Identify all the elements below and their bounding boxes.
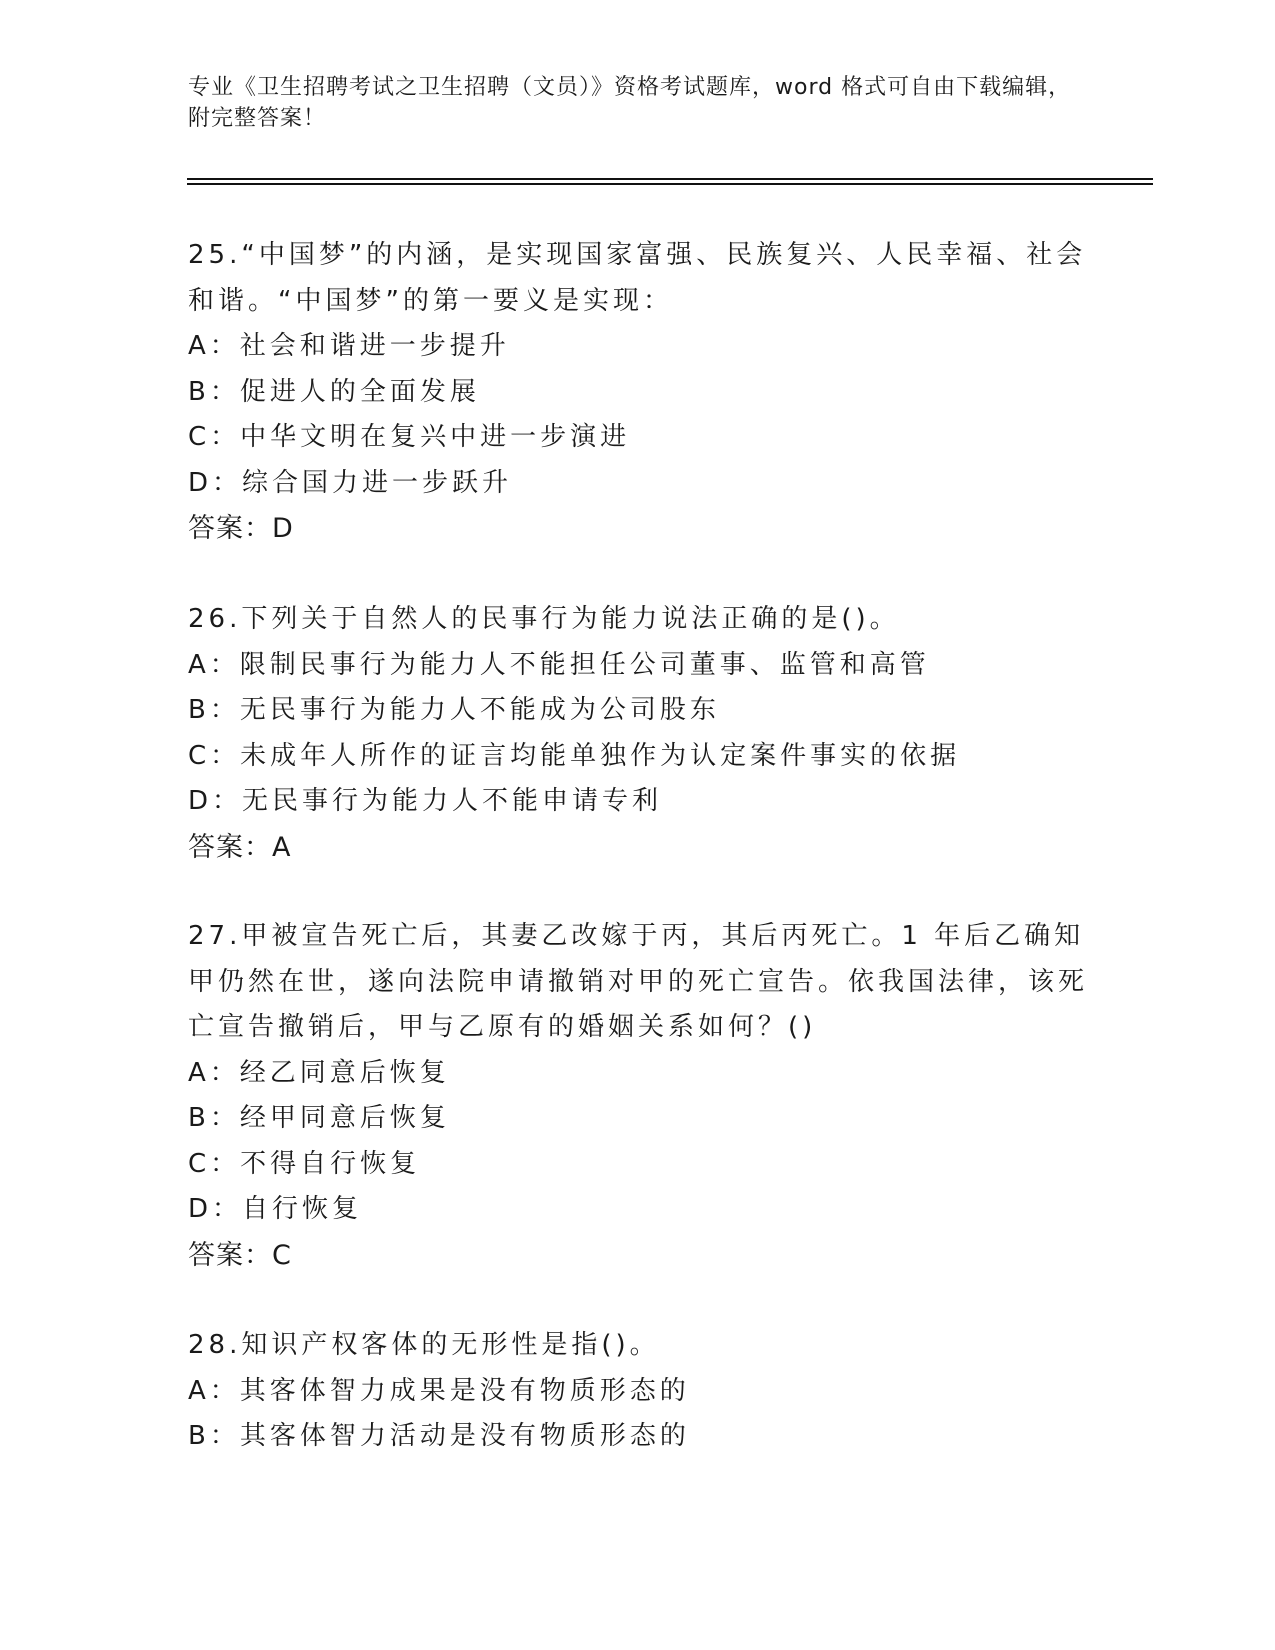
option-c: C：中华文明在复兴中进一步演进: [188, 422, 631, 452]
answer: 答案：A: [188, 831, 292, 863]
option-b: B：促进人的全面发展: [188, 376, 480, 407]
question-28: [188, 1323, 1088, 1460]
question-stem: 28.知识产权客体的无形性是指()。: [188, 1330, 660, 1360]
option-c: C：不得自行恢复: [188, 1148, 421, 1179]
option-b: B：其客体智力活动是没有物质形态的: [188, 1421, 690, 1451]
question-stem: 26.下列关于自然人的民事行为能力说法正确的是()。: [188, 604, 900, 634]
option-c: C：未成年人所作的证言均能单独作为认定案件事实的依据: [188, 740, 961, 771]
option-b: B：经甲同意后恢复: [188, 1103, 450, 1133]
option-d: D：综合国力进一步跃升: [188, 467, 513, 498]
option-a: A：限制民事行为能力人不能担任公司董事、监管和高管: [188, 649, 930, 680]
answer: 答案：C: [188, 1239, 292, 1271]
question-26: [188, 597, 1088, 870]
option-d: D：无民事行为能力人不能申请专利: [188, 786, 663, 816]
document-header: 专业《卫生招聘考试之卫生招聘（文员）》资格考试题库，word 格式可自由下载编辑，附完整答案！: [188, 75, 1072, 131]
question-stem: 27.甲被宣告死亡后，其妻乙改嫁于丙，其后丙死亡。1 年后乙确知甲仍然在世，遂向法院申请撤销对甲的死亡宣告。依我国法律，该死亡宣告撤销后，甲与乙原有的婚姻关系如何？(): [188, 921, 1089, 1042]
option-d: D：自行恢复: [188, 1194, 363, 1224]
answer: 答案：D: [188, 513, 294, 544]
option-a: A：其客体智力成果是没有物质形态的: [188, 1375, 690, 1406]
option-a: A：经乙同意后恢复: [188, 1057, 450, 1088]
question-27: [188, 914, 1088, 1278]
header-divider-top: [187, 178, 1153, 180]
option-b: B：无民事行为能力人不能成为公司股东: [188, 695, 720, 725]
question-stem: 25.“中国梦”的内涵，是实现国家富强、民族复兴、人民幸福、社会和谐。“中国梦”的第一要义是实现：: [188, 240, 1087, 316]
option-a: A：社会和谐进一步提升: [188, 331, 510, 361]
header-divider-bottom: [187, 183, 1153, 185]
question-25: [188, 233, 1088, 552]
